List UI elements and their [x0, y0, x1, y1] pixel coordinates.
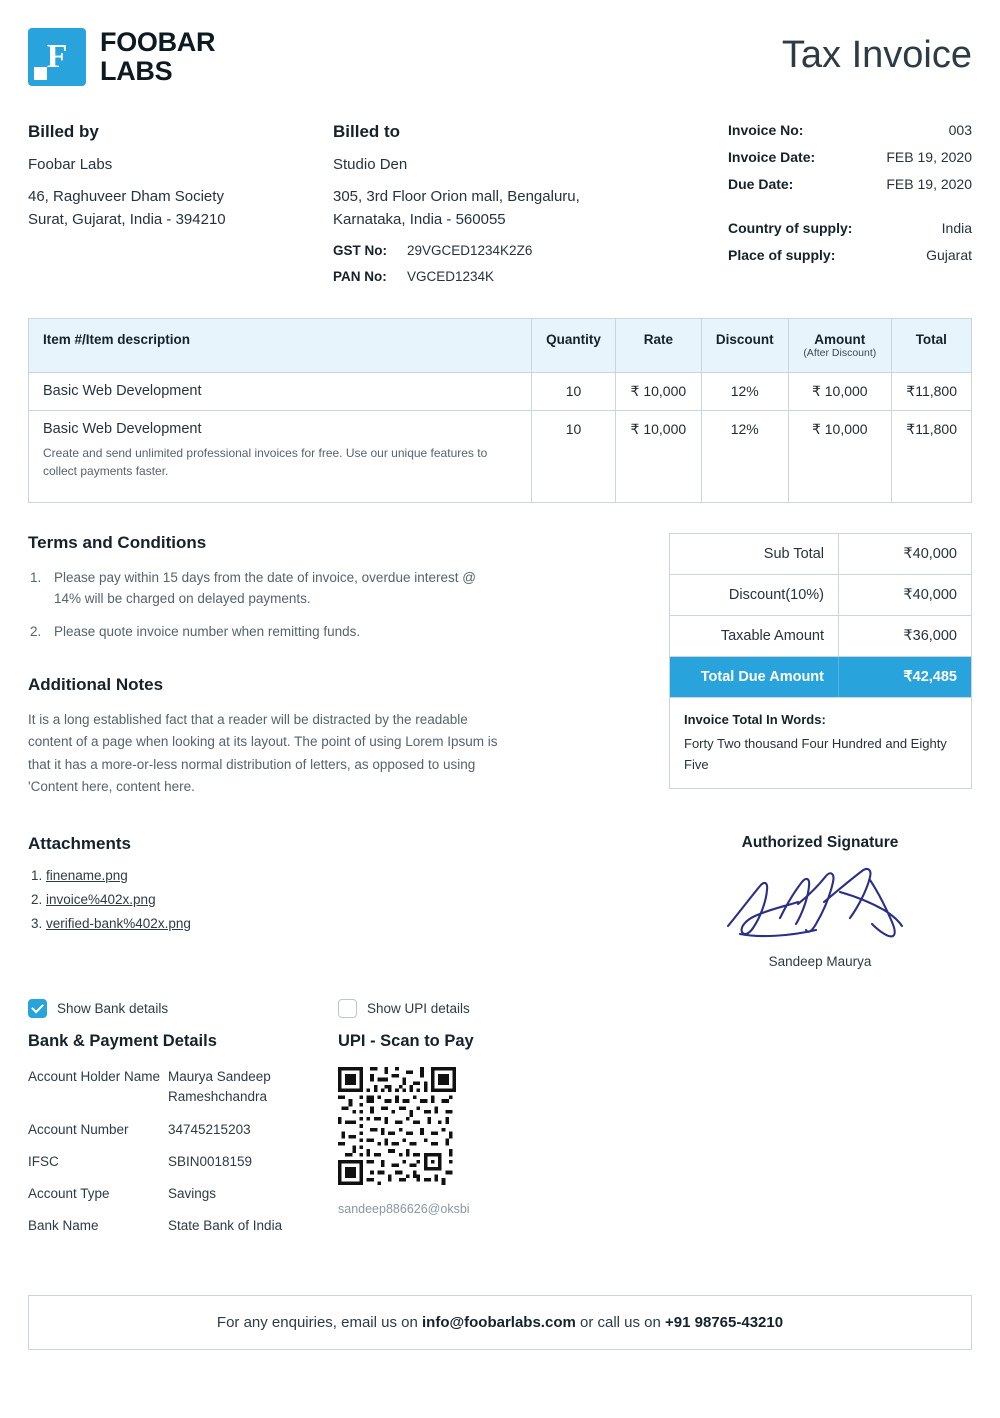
- bank-detail-key: IFSC: [28, 1153, 59, 1169]
- totals-row-subtotal: [670, 534, 971, 575]
- billed-by-heading: Billed by: [28, 122, 99, 141]
- display-toggles: [28, 999, 972, 1018]
- col-description: Item #/Item description: [29, 318, 532, 372]
- table-row: [29, 410, 972, 502]
- signature-name: Sandeep Maurya: [768, 954, 872, 970]
- footer-phone[interactable]: +91 98765-43210: [665, 1314, 784, 1331]
- show-upi-details-label: Show UPI details: [367, 1001, 470, 1017]
- upi-qr-code: [338, 1067, 972, 1190]
- row-total: ₹11,800: [891, 410, 971, 502]
- list-item: Please pay within 15 days from the date of invoice, overdue interest @ 14% will be charged on delayed payments.: [54, 569, 476, 607]
- list-item: [46, 868, 668, 883]
- row-quantity: 10: [531, 410, 615, 502]
- bank-detail-row: [28, 1184, 338, 1204]
- row-amount: ₹ 10,000: [788, 372, 891, 410]
- place-of-supply-value: Gujarat: [926, 247, 972, 263]
- col-quantity: Quantity: [531, 318, 615, 372]
- discount-value: ₹40,000: [903, 586, 957, 603]
- signature-heading: Authorized Signature: [741, 834, 899, 852]
- show-upi-details-toggle[interactable]: [338, 999, 470, 1018]
- upi-details-checkbox[interactable]: [338, 999, 357, 1018]
- place-of-supply-label: Place of supply:: [728, 247, 836, 263]
- brand-name-line2: LABS: [100, 56, 173, 86]
- due-date-row: [728, 176, 972, 192]
- upi-id: sandeep886626@oksbi: [338, 1202, 470, 1217]
- meta-spacer: [728, 203, 972, 220]
- total-due-value: ₹42,485: [903, 668, 957, 685]
- bank-details-checkbox[interactable]: [28, 999, 47, 1018]
- line-items-body: [29, 372, 972, 502]
- invoice-no-label: Invoice No:: [728, 122, 804, 138]
- show-bank-details-toggle[interactable]: [28, 999, 338, 1018]
- total-due-label: Total Due Amount: [670, 657, 839, 697]
- row-rate: ₹ 10,000: [616, 372, 701, 410]
- billed-by-address: [28, 185, 318, 232]
- row-rate: ₹ 10,000: [616, 410, 701, 502]
- subtotal-value: ₹40,000: [903, 545, 957, 562]
- bank-detail-value: State Bank of India: [168, 1218, 283, 1234]
- billed-to-address-line2: Karnataka, India - 560055: [333, 211, 506, 229]
- billed-by-address-line1: 46, Raghuveer Dham Society: [28, 188, 224, 205]
- place-of-supply-row: [728, 247, 972, 263]
- invoice-no-row: [728, 122, 972, 138]
- country-of-supply-label: Country of supply:: [728, 220, 853, 236]
- billed-to-heading: Billed to: [333, 122, 401, 141]
- invoice-no-value: 003: [948, 122, 972, 138]
- due-date-value: FEB 19, 2020: [886, 176, 972, 192]
- list-item: [46, 916, 668, 931]
- billed-by-name: Foobar Labs: [28, 156, 113, 173]
- upi-heading: UPI - Scan to Pay: [338, 1032, 474, 1051]
- footer-contact-bar: [28, 1295, 972, 1350]
- table-row: [29, 372, 972, 410]
- attachments-signature-section: [28, 834, 972, 969]
- bank-detail-key: Bank Name: [28, 1218, 99, 1234]
- bank-detail-key: Account Holder Name: [28, 1069, 161, 1085]
- invoice-date-label: Invoice Date:: [728, 149, 816, 165]
- parties-section: [28, 122, 972, 284]
- bank-detail-row: [28, 1120, 338, 1140]
- gst-value: 29VGCED1234K2Z6: [407, 242, 533, 258]
- upi-block: [338, 1032, 972, 1249]
- due-date-label: Due Date:: [728, 176, 794, 192]
- country-of-supply-value: India: [941, 220, 972, 236]
- totals-row-due: [670, 657, 971, 698]
- list-item: [46, 892, 668, 907]
- line-items-table: [28, 318, 972, 503]
- discount-label: Discount(10%): [670, 575, 839, 615]
- payment-details-section: [28, 1032, 972, 1249]
- row-amount: ₹ 10,000: [788, 410, 891, 502]
- taxable-amount-label: Taxable Amount: [670, 616, 839, 656]
- total-in-words-label: Invoice Total In Words:: [684, 711, 826, 727]
- page-title: Tax Invoice: [781, 34, 972, 76]
- line-items-header: [29, 318, 972, 372]
- bank-detail-row: [28, 1152, 338, 1172]
- attachment-link[interactable]: invoice%402x.png: [46, 892, 156, 908]
- terms-list: [28, 567, 644, 644]
- row-total: ₹11,800: [891, 372, 971, 410]
- footer-prefix: For any enquiries, email us on: [216, 1314, 423, 1331]
- lower-section: [28, 533, 972, 799]
- bank-details-block: [28, 1032, 338, 1249]
- item-description: Create and send unlimited professional invoices for free. Use our unique features to collect payments faster.: [43, 445, 488, 478]
- attachments-list: [28, 868, 668, 931]
- col-rate: Rate: [616, 318, 701, 372]
- bank-detail-value: Maurya Sandeep Rameshchandra: [168, 1069, 271, 1105]
- gst-row: [333, 243, 728, 258]
- row-description-cell: [29, 410, 532, 502]
- pan-label: PAN No:: [333, 268, 387, 284]
- table-header-row: [29, 318, 972, 372]
- col-total: Total: [891, 318, 971, 372]
- col-discount: Discount: [701, 318, 788, 372]
- item-name: Basic Web Development: [43, 420, 202, 437]
- bank-detail-value: 34745215203: [168, 1121, 251, 1137]
- totals-column: [668, 533, 972, 799]
- total-in-words-value: Forty Two thousand Four Hundred and Eighty Five: [684, 736, 947, 773]
- additional-notes-block: [28, 675, 644, 798]
- brand-name-line1: FOOBAR: [100, 27, 216, 58]
- country-of-supply-row: [728, 220, 972, 236]
- brand-logo: [28, 28, 215, 86]
- gst-label: GST No:: [333, 242, 387, 258]
- row-discount: 12%: [701, 372, 788, 410]
- invoice-date-value: FEB 19, 2020: [886, 149, 972, 165]
- bank-detail-row: [28, 1216, 338, 1236]
- col-amount: [788, 318, 891, 372]
- col-amount-label: Amount: [814, 331, 866, 347]
- additional-notes-text: It is a long established fact that a reader will be distracted by the readable content of a page when looking at its layout. The point of using Lorem Ipsum is that it has a more-or-less normal distribution of letters, as opposed to using 'Content here, content here.: [28, 712, 498, 794]
- show-bank-details-label: Show Bank details: [57, 1001, 169, 1017]
- brand-name: [100, 28, 215, 85]
- terms-notes-column: [28, 533, 668, 799]
- totals-table: [669, 533, 972, 789]
- bank-detail-key: Account Number: [28, 1121, 129, 1137]
- pan-value: VGCED1234K: [407, 268, 495, 284]
- invoice-meta-block: [728, 122, 972, 284]
- footer-email[interactable]: info@foobarlabs.com: [422, 1314, 576, 1331]
- row-description-cell: [29, 372, 532, 410]
- logo-letter: F: [46, 38, 68, 75]
- invoice-header: [28, 28, 972, 92]
- bank-detail-value: SBIN0018159: [168, 1153, 253, 1169]
- billed-to-address: [333, 185, 623, 232]
- bank-detail-value: Savings: [168, 1186, 217, 1202]
- terms-heading: Terms and Conditions: [28, 532, 207, 552]
- signature-image: [668, 860, 972, 952]
- bank-details-heading: Bank & Payment Details: [28, 1032, 217, 1051]
- billed-to-block: [333, 122, 728, 284]
- foobar-logo-icon: [28, 28, 86, 86]
- bank-detail-key: Account Type: [28, 1186, 110, 1202]
- attachment-link[interactable]: verified-bank%402x.png: [46, 916, 191, 932]
- row-quantity: 10: [531, 372, 615, 410]
- list-item: Please quote invoice number when remitting funds.: [54, 624, 361, 640]
- footer-middle: or call us on: [575, 1314, 666, 1331]
- additional-notes-heading: Additional Notes: [28, 675, 164, 695]
- total-in-words: [670, 698, 971, 789]
- billed-by-address-line2: Surat, Gujarat, India - 394210: [28, 211, 226, 229]
- billed-to-address-line1: 305, 3rd Floor Orion mall, Bengaluru,: [333, 188, 580, 205]
- attachments-block: [28, 834, 668, 969]
- col-amount-sublabel: (After Discount): [803, 346, 877, 359]
- pan-row: [333, 269, 728, 284]
- totals-row-discount: [670, 575, 971, 616]
- attachments-heading: Attachments: [28, 834, 131, 854]
- subtotal-label: Sub Total: [670, 534, 839, 574]
- signature-block: [668, 834, 972, 969]
- row-discount: 12%: [701, 410, 788, 502]
- billed-to-name: Studio Den: [333, 156, 408, 173]
- bank-detail-row: [28, 1067, 338, 1108]
- taxable-amount-value: ₹36,000: [903, 627, 957, 644]
- billed-by-block: [28, 122, 333, 284]
- invoice-date-row: [728, 149, 972, 165]
- totals-row-taxable: [670, 616, 971, 657]
- item-name: Basic Web Development: [43, 382, 202, 399]
- attachment-link[interactable]: finename.png: [46, 868, 128, 884]
